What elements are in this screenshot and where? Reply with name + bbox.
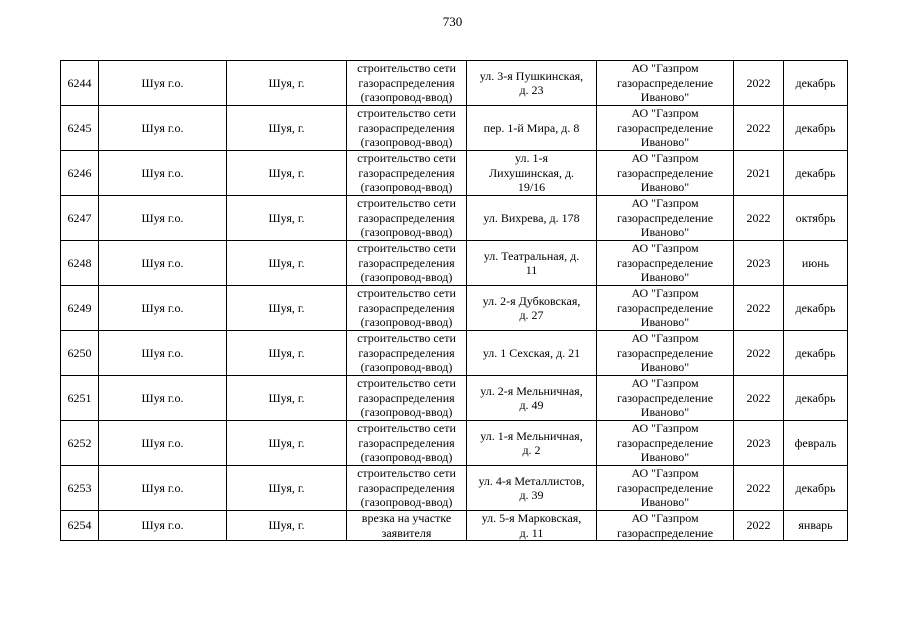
cell-organization-line: Иваново" (640, 315, 690, 330)
cell-organization-line: АО "Газпром (631, 376, 699, 391)
cell-address-line: д. 2 (522, 443, 541, 457)
cell-organization-line: АО "Газпром (631, 61, 699, 76)
cell-number: 6246 (61, 151, 99, 196)
cell-work-type (347, 511, 467, 541)
cell-address-line: 11 (525, 263, 538, 277)
cell-work-type-line: газораспределения (358, 75, 455, 90)
cell-work-type (347, 466, 467, 511)
table-row (61, 151, 848, 196)
cell-month: декабрь (784, 286, 848, 331)
table-row (61, 106, 848, 151)
cell-work-type-line: газораспределения (358, 210, 455, 225)
cell-number: 6252 (61, 421, 99, 466)
cell-district: Шуя г.о. (99, 151, 227, 196)
cell-city: Шуя, г. (227, 331, 347, 376)
cell-organization-line: газораспределение (616, 300, 714, 315)
cell-address-line: ул. 1-я Мельничная, (480, 428, 583, 443)
cell-address-line: ул. 1-я (515, 151, 548, 166)
cell-address-line: ул. 4-я Металлистов, (478, 473, 585, 488)
cell-address (467, 286, 597, 331)
cell-address (467, 466, 597, 511)
cell-address-line: д. 39 (519, 488, 544, 502)
cell-address (467, 151, 597, 196)
cell-work-type-line: (газопровод-ввод) (360, 405, 453, 420)
cell-work-type (347, 376, 467, 421)
table-row (61, 511, 848, 541)
cell-district: Шуя г.о. (99, 376, 227, 421)
cell-year: 2022 (734, 331, 784, 376)
cell-organization (597, 286, 734, 331)
cell-number: 6250 (61, 331, 99, 376)
cell-work-type-line: газораспределения (358, 435, 455, 450)
cell-city: Шуя, г. (227, 466, 347, 511)
cell-work-type-line: строительство сети (357, 466, 456, 481)
cell-address-line: ул. 5-я Марковская, (481, 511, 582, 525)
cell-year: 2022 (734, 196, 784, 241)
cell-organization-line: АО "Газпром (631, 151, 699, 166)
cell-organization-line: газораспределение (616, 75, 714, 90)
cell-organization-line: Иваново" (640, 180, 690, 195)
cell-work-type-line: строительство сети (357, 241, 456, 256)
cell-address (467, 241, 597, 286)
cell-organization (597, 511, 734, 541)
cell-organization-line: АО "Газпром (631, 241, 699, 256)
cell-city: Шуя, г. (227, 61, 347, 106)
cell-city: Шуя, г. (227, 241, 347, 286)
cell-number: 6247 (61, 196, 99, 241)
cell-work-type-line: газораспределения (358, 120, 455, 135)
cell-number: 6249 (61, 286, 99, 331)
cell-month: декабрь (784, 106, 848, 151)
cell-work-type-line: строительство сети (357, 61, 456, 76)
table-row (61, 241, 848, 286)
cell-month: октябрь (784, 196, 848, 241)
cell-work-type-line: строительство сети (357, 151, 456, 166)
cell-address-line: Лихушинская, д. (488, 165, 575, 180)
cell-address (467, 421, 597, 466)
cell-address-line: ул. Вихрева, д. 178 (483, 210, 580, 225)
cell-address-line: ул. 1 Сехская, д. 21 (482, 345, 581, 360)
page-number: 730 (442, 14, 463, 29)
table-row (61, 331, 848, 376)
cell-year: 2022 (734, 286, 784, 331)
cell-address-line: ул. 2-я Дубковская, (482, 293, 581, 308)
cell-number: 6251 (61, 376, 99, 421)
cell-organization-line: АО "Газпром (631, 331, 699, 346)
cell-organization-line: газораспределение (616, 390, 714, 405)
cell-work-type-line: (газопровод-ввод) (360, 90, 453, 105)
cell-organization-line: газораспределение (616, 345, 714, 360)
cell-organization-line: Иваново" (640, 90, 690, 105)
cell-city: Шуя, г. (227, 286, 347, 331)
cell-organization-line: газораспределение (616, 120, 714, 135)
cell-work-type (347, 286, 467, 331)
cell-address (467, 376, 597, 421)
cell-number: 6253 (61, 466, 99, 511)
cell-address-line: ул. Театральная, д. (483, 248, 580, 263)
cell-city: Шуя, г. (227, 196, 347, 241)
cell-number: 6248 (61, 241, 99, 286)
gasification-table (60, 60, 848, 541)
cell-work-type-line: строительство сети (357, 286, 456, 301)
cell-work-type-line: (газопровод-ввод) (360, 495, 453, 510)
cell-work-type-line: (газопровод-ввод) (360, 360, 453, 375)
cell-organization-line: Иваново" (640, 495, 690, 510)
cell-work-type (347, 196, 467, 241)
cell-number: 6254 (61, 511, 99, 541)
cell-number: 6245 (61, 106, 99, 151)
cell-year: 2022 (734, 61, 784, 106)
cell-organization-line: газораспределение (616, 525, 714, 540)
cell-work-type-line: газораспределения (358, 345, 455, 360)
cell-organization-line: АО "Газпром (631, 106, 699, 121)
cell-month: июнь (784, 241, 848, 286)
table-row (61, 421, 848, 466)
cell-year: 2022 (734, 466, 784, 511)
cell-district: Шуя г.о. (99, 331, 227, 376)
cell-work-type-line: (газопровод-ввод) (360, 225, 453, 240)
cell-address (467, 61, 597, 106)
table-row (61, 466, 848, 511)
cell-address (467, 196, 597, 241)
cell-address (467, 511, 597, 541)
cell-organization-line: газораспределение (616, 165, 714, 180)
cell-district: Шуя г.о. (99, 196, 227, 241)
cell-district: Шуя г.о. (99, 511, 227, 541)
cell-organization (597, 151, 734, 196)
cell-city: Шуя, г. (227, 106, 347, 151)
cell-work-type-line: строительство сети (357, 421, 456, 436)
table-row (61, 286, 848, 331)
cell-address-line: 19/16 (517, 180, 546, 195)
cell-city: Шуя, г. (227, 511, 347, 541)
cell-district: Шуя г.о. (99, 421, 227, 466)
cell-work-type-line: строительство сети (357, 376, 456, 391)
cell-district: Шуя г.о. (99, 106, 227, 151)
cell-work-type-line: строительство сети (357, 331, 456, 346)
cell-work-type-line: (газопровод-ввод) (360, 270, 453, 285)
cell-work-type-line: врезка на участке (361, 511, 452, 525)
cell-month: февраль (784, 421, 848, 466)
cell-organization-line: АО "Газпром (631, 511, 699, 525)
cell-district: Шуя г.о. (99, 286, 227, 331)
cell-work-type-line: (газопровод-ввод) (360, 315, 453, 330)
cell-work-type (347, 151, 467, 196)
cell-organization (597, 376, 734, 421)
table-row (61, 61, 848, 106)
cell-work-type-line: газораспределения (358, 390, 455, 405)
cell-organization-line: Иваново" (640, 270, 690, 285)
cell-organization-line: Иваново" (640, 450, 690, 465)
cell-work-type-line: газораспределения (358, 165, 455, 180)
cell-address-line: д. 27 (519, 308, 544, 322)
cell-address-line: ул. 3-я Пушкинская, (479, 68, 584, 83)
cell-address (467, 331, 597, 376)
cell-work-type (347, 61, 467, 106)
cell-month: декабрь (784, 331, 848, 376)
cell-work-type-line: газораспределения (358, 255, 455, 270)
cell-work-type-line: газораспределения (358, 300, 455, 315)
cell-district: Шуя г.о. (99, 61, 227, 106)
cell-organization-line: Иваново" (640, 135, 690, 150)
cell-work-type (347, 331, 467, 376)
cell-city: Шуя, г. (227, 376, 347, 421)
cell-organization-line: Иваново" (640, 405, 690, 420)
cell-work-type-line: строительство сети (357, 196, 456, 211)
cell-month: декабрь (784, 151, 848, 196)
cell-month: декабрь (784, 466, 848, 511)
cell-month: декабрь (784, 61, 848, 106)
cell-district: Шуя г.о. (99, 466, 227, 511)
cell-month: январь (784, 511, 848, 541)
cell-number: 6244 (61, 61, 99, 106)
cell-organization-line: газораспределение (616, 255, 714, 270)
cell-year: 2022 (734, 511, 784, 541)
cell-work-type (347, 106, 467, 151)
cell-work-type-line: строительство сети (357, 106, 456, 121)
cell-address (467, 106, 597, 151)
table-row (61, 196, 848, 241)
cell-organization-line: АО "Газпром (631, 421, 699, 436)
cell-month: декабрь (784, 376, 848, 421)
cell-work-type (347, 241, 467, 286)
cell-work-type-line: (газопровод-ввод) (360, 450, 453, 465)
cell-district: Шуя г.о. (99, 241, 227, 286)
cell-organization-line: Иваново" (640, 225, 690, 240)
cell-year: 2022 (734, 106, 784, 151)
cell-year: 2021 (734, 151, 784, 196)
cell-organization-line: АО "Газпром (631, 196, 699, 211)
cell-organization (597, 106, 734, 151)
cell-address-line: д. 23 (519, 83, 544, 97)
cell-organization (597, 466, 734, 511)
cell-work-type-line: заявителя (381, 525, 432, 540)
cell-organization (597, 61, 734, 106)
cell-organization-line: газораспределение (616, 480, 714, 495)
cell-city: Шуя, г. (227, 151, 347, 196)
table-row (61, 376, 848, 421)
cell-organization (597, 331, 734, 376)
cell-organization-line: АО "Газпром (631, 286, 699, 301)
cell-address-line: д. 11 (519, 525, 544, 540)
cell-address-line: пер. 1-й Мира, д. 8 (483, 120, 580, 135)
cell-work-type-line: (газопровод-ввод) (360, 180, 453, 195)
cell-organization (597, 421, 734, 466)
cell-year: 2023 (734, 241, 784, 286)
cell-year: 2023 (734, 421, 784, 466)
cell-work-type-line: газораспределения (358, 480, 455, 495)
cell-year: 2022 (734, 376, 784, 421)
cell-organization-line: газораспределение (616, 210, 714, 225)
cell-organization-line: АО "Газпром (631, 466, 699, 481)
cell-work-type (347, 421, 467, 466)
cell-organization (597, 196, 734, 241)
cell-address-line: ул. 2-я Мельничная, (480, 383, 583, 398)
cell-organization-line: газораспределение (616, 435, 714, 450)
cell-organization-line: Иваново" (640, 360, 690, 375)
cell-address-line: д. 49 (519, 398, 544, 412)
cell-work-type-line: (газопровод-ввод) (360, 135, 453, 150)
table-body (61, 61, 848, 541)
cell-city: Шуя, г. (227, 421, 347, 466)
cell-organization (597, 241, 734, 286)
